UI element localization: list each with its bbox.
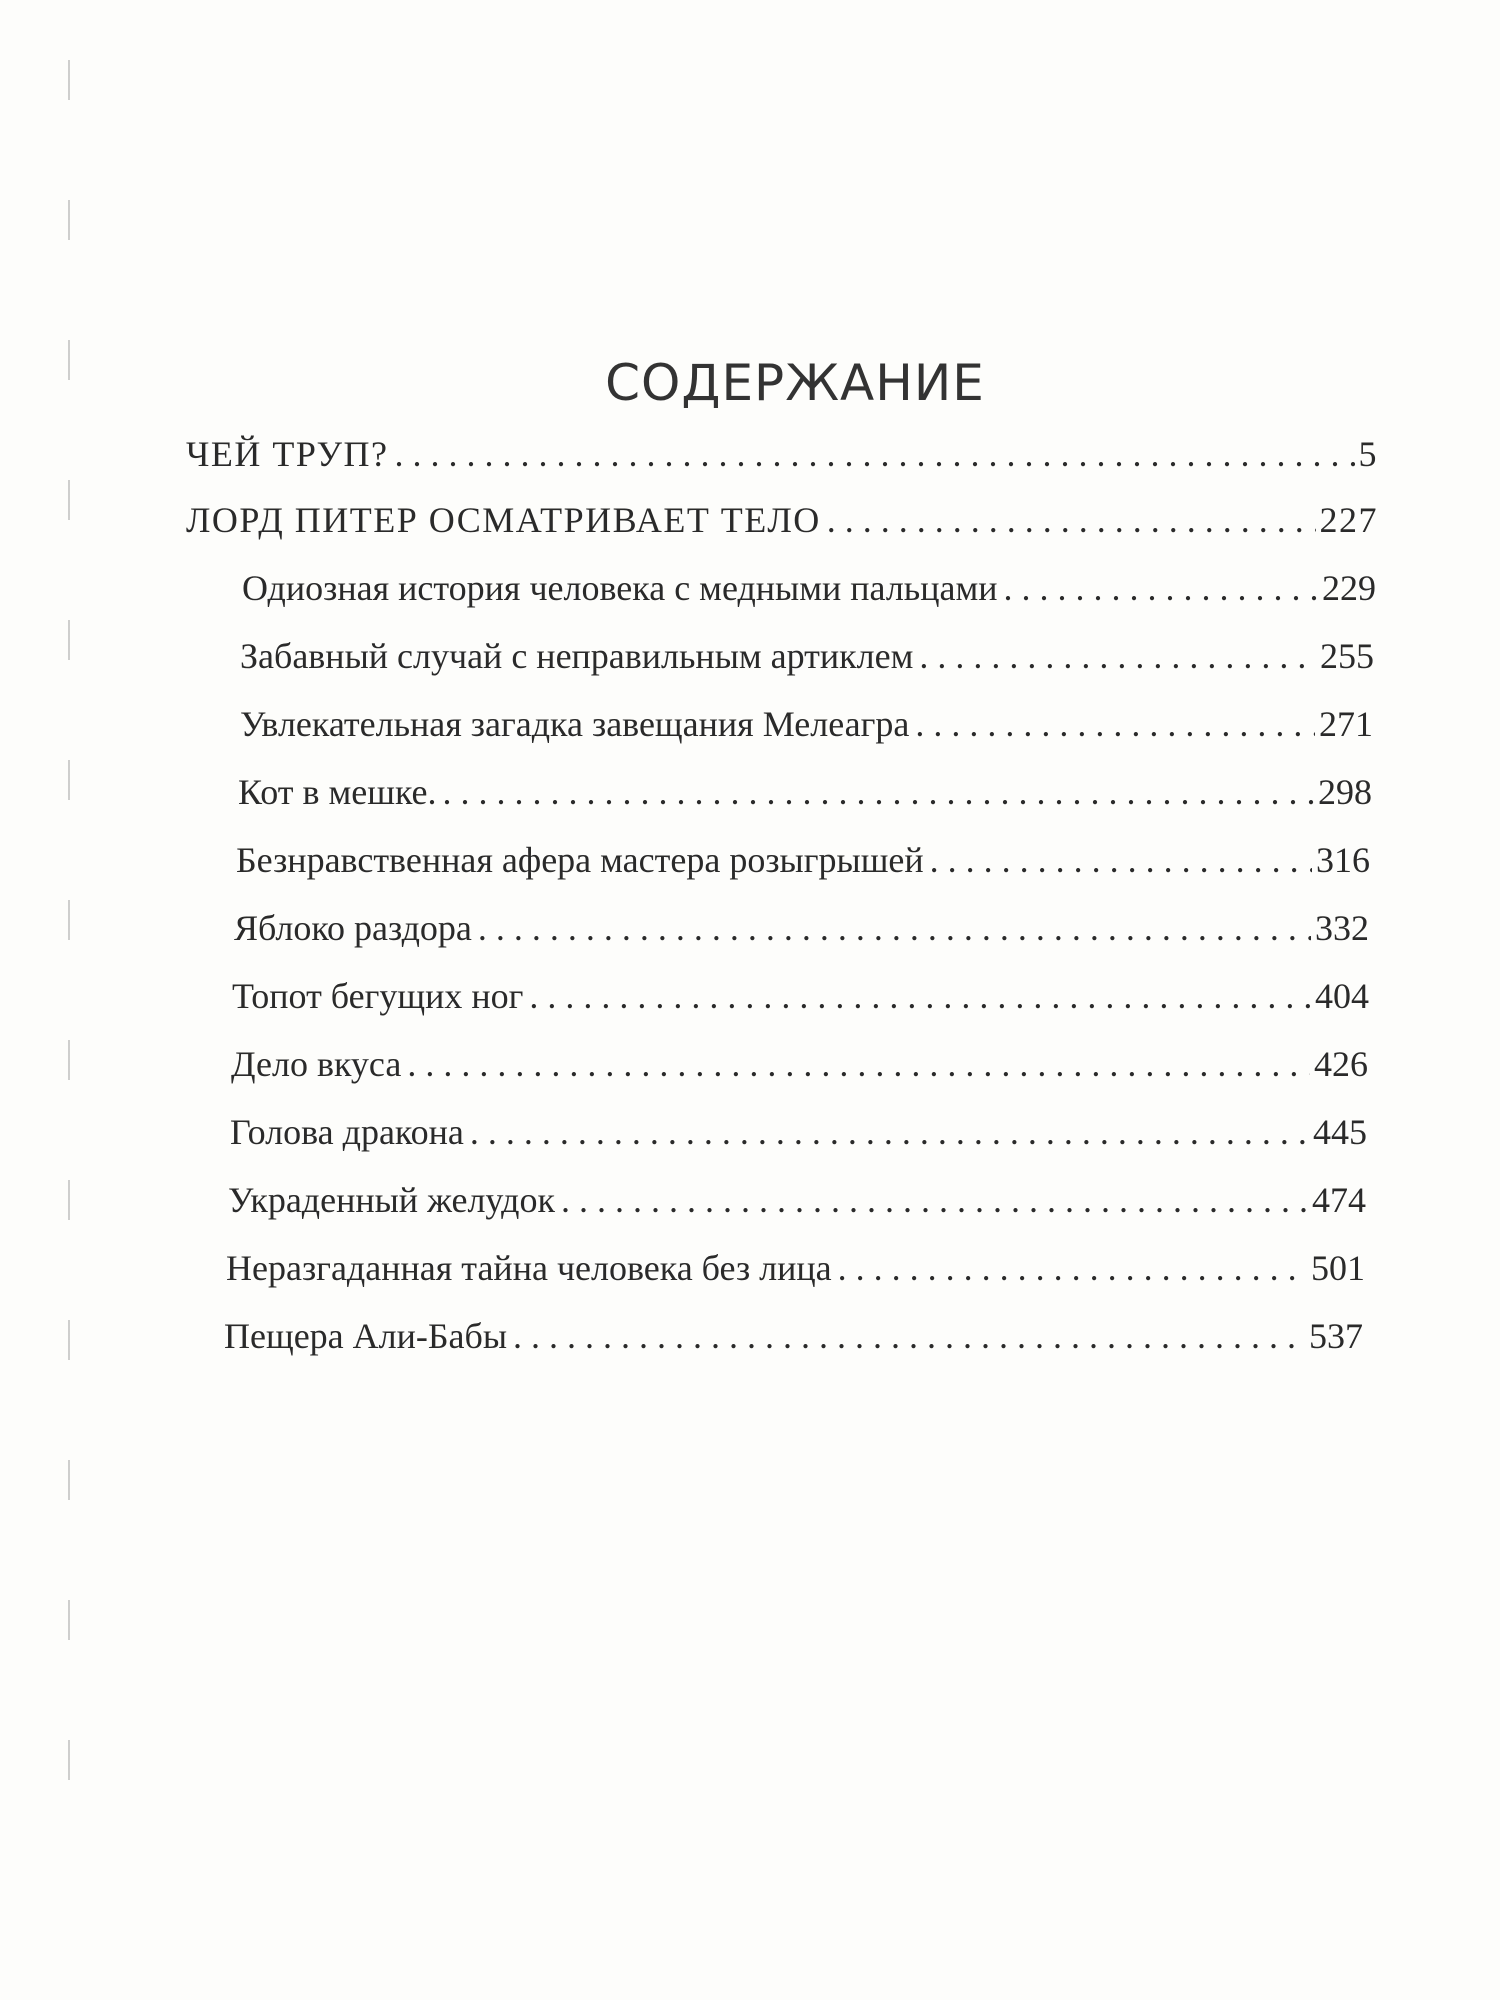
toc-entry-page: 332	[1315, 908, 1369, 948]
page-title: СОДЕРЖАНИЕ	[605, 353, 985, 412]
toc-story-entry[interactable]	[231, 1042, 1368, 1086]
toc-entry-page: 255	[1320, 636, 1374, 676]
dot-leader	[919, 634, 1316, 678]
toc-entry-page: 445	[1313, 1112, 1367, 1152]
toc-entry-title: Увлекательная загадка завещания Мелеагра	[240, 704, 910, 744]
toc-entry-title: Пещера Али-Бабы	[224, 1316, 508, 1356]
toc-story-entry[interactable]	[242, 566, 1376, 610]
dot-leader	[513, 1314, 1305, 1358]
dot-leader	[827, 498, 1316, 542]
dot-leader	[838, 1246, 1307, 1290]
dot-leader	[443, 770, 1314, 814]
toc-section-entry[interactable]	[186, 498, 1378, 542]
toc-entry-page: 501	[1311, 1248, 1365, 1288]
toc-story-entry[interactable]	[240, 634, 1374, 678]
toc-story-entry[interactable]	[232, 974, 1369, 1018]
toc-entry-page: 404	[1315, 976, 1369, 1016]
toc-entry-page: 537	[1309, 1316, 1363, 1356]
toc-entry-title: ЧЕЙ ТРУП?	[186, 434, 389, 474]
toc-entry-page: 474	[1312, 1180, 1366, 1220]
toc-entry-page: 5	[1358, 434, 1378, 474]
toc-entry-title: Одиозная история человека с медными пальцами	[242, 568, 998, 608]
dot-leader	[561, 1178, 1308, 1222]
dot-leader	[1004, 566, 1318, 610]
toc-section-entry[interactable]	[186, 432, 1378, 476]
toc-entry-page: 271	[1319, 704, 1373, 744]
toc-entry-page: 298	[1318, 772, 1372, 812]
toc-story-entry[interactable]	[240, 702, 1373, 746]
toc-story-entry[interactable]	[228, 1178, 1366, 1222]
toc-entry-title: Неразгаданная тайна человека без лица	[226, 1248, 832, 1288]
toc-entry-title: Безнравственная афера мастера розыгрышей	[236, 840, 924, 880]
toc-entry-title: Дело вкуса	[231, 1044, 402, 1084]
toc-entry-page: 227	[1319, 500, 1378, 540]
toc-story-entry[interactable]	[234, 906, 1369, 950]
dot-leader	[930, 838, 1312, 882]
dot-leader	[407, 1042, 1310, 1086]
toc-story-entry[interactable]	[226, 1246, 1365, 1290]
toc-entry-title: Голова дракона	[230, 1112, 464, 1152]
toc-entry-page: 316	[1316, 840, 1370, 880]
toc-story-entry[interactable]	[236, 838, 1370, 882]
toc-entry-title: Яблоко раздора	[234, 908, 472, 948]
dot-leader	[529, 974, 1311, 1018]
toc-entry-title: Украденный желудок	[228, 1180, 555, 1220]
toc-story-entry[interactable]	[230, 1110, 1367, 1154]
toc-entry-title: Топот бегущих ног	[232, 976, 524, 1016]
toc-entry-title: Кот в мешке.	[238, 772, 437, 812]
scan-edge-line	[68, 60, 70, 1860]
toc-story-entry[interactable]	[238, 770, 1372, 814]
dot-leader	[470, 1110, 1309, 1154]
toc-story-entry[interactable]	[224, 1314, 1363, 1358]
toc-entry-title: ЛОРД ПИТЕР ОСМАТРИВАЕТ ТЕЛО	[186, 500, 821, 540]
toc-entry-title: Забавный случай с неправильным артиклем	[240, 636, 914, 676]
dot-leader	[478, 906, 1311, 950]
dot-leader	[394, 432, 1354, 476]
toc-entry-page: 229	[1322, 568, 1376, 608]
toc-entry-page: 426	[1314, 1044, 1368, 1084]
dot-leader	[915, 702, 1315, 746]
